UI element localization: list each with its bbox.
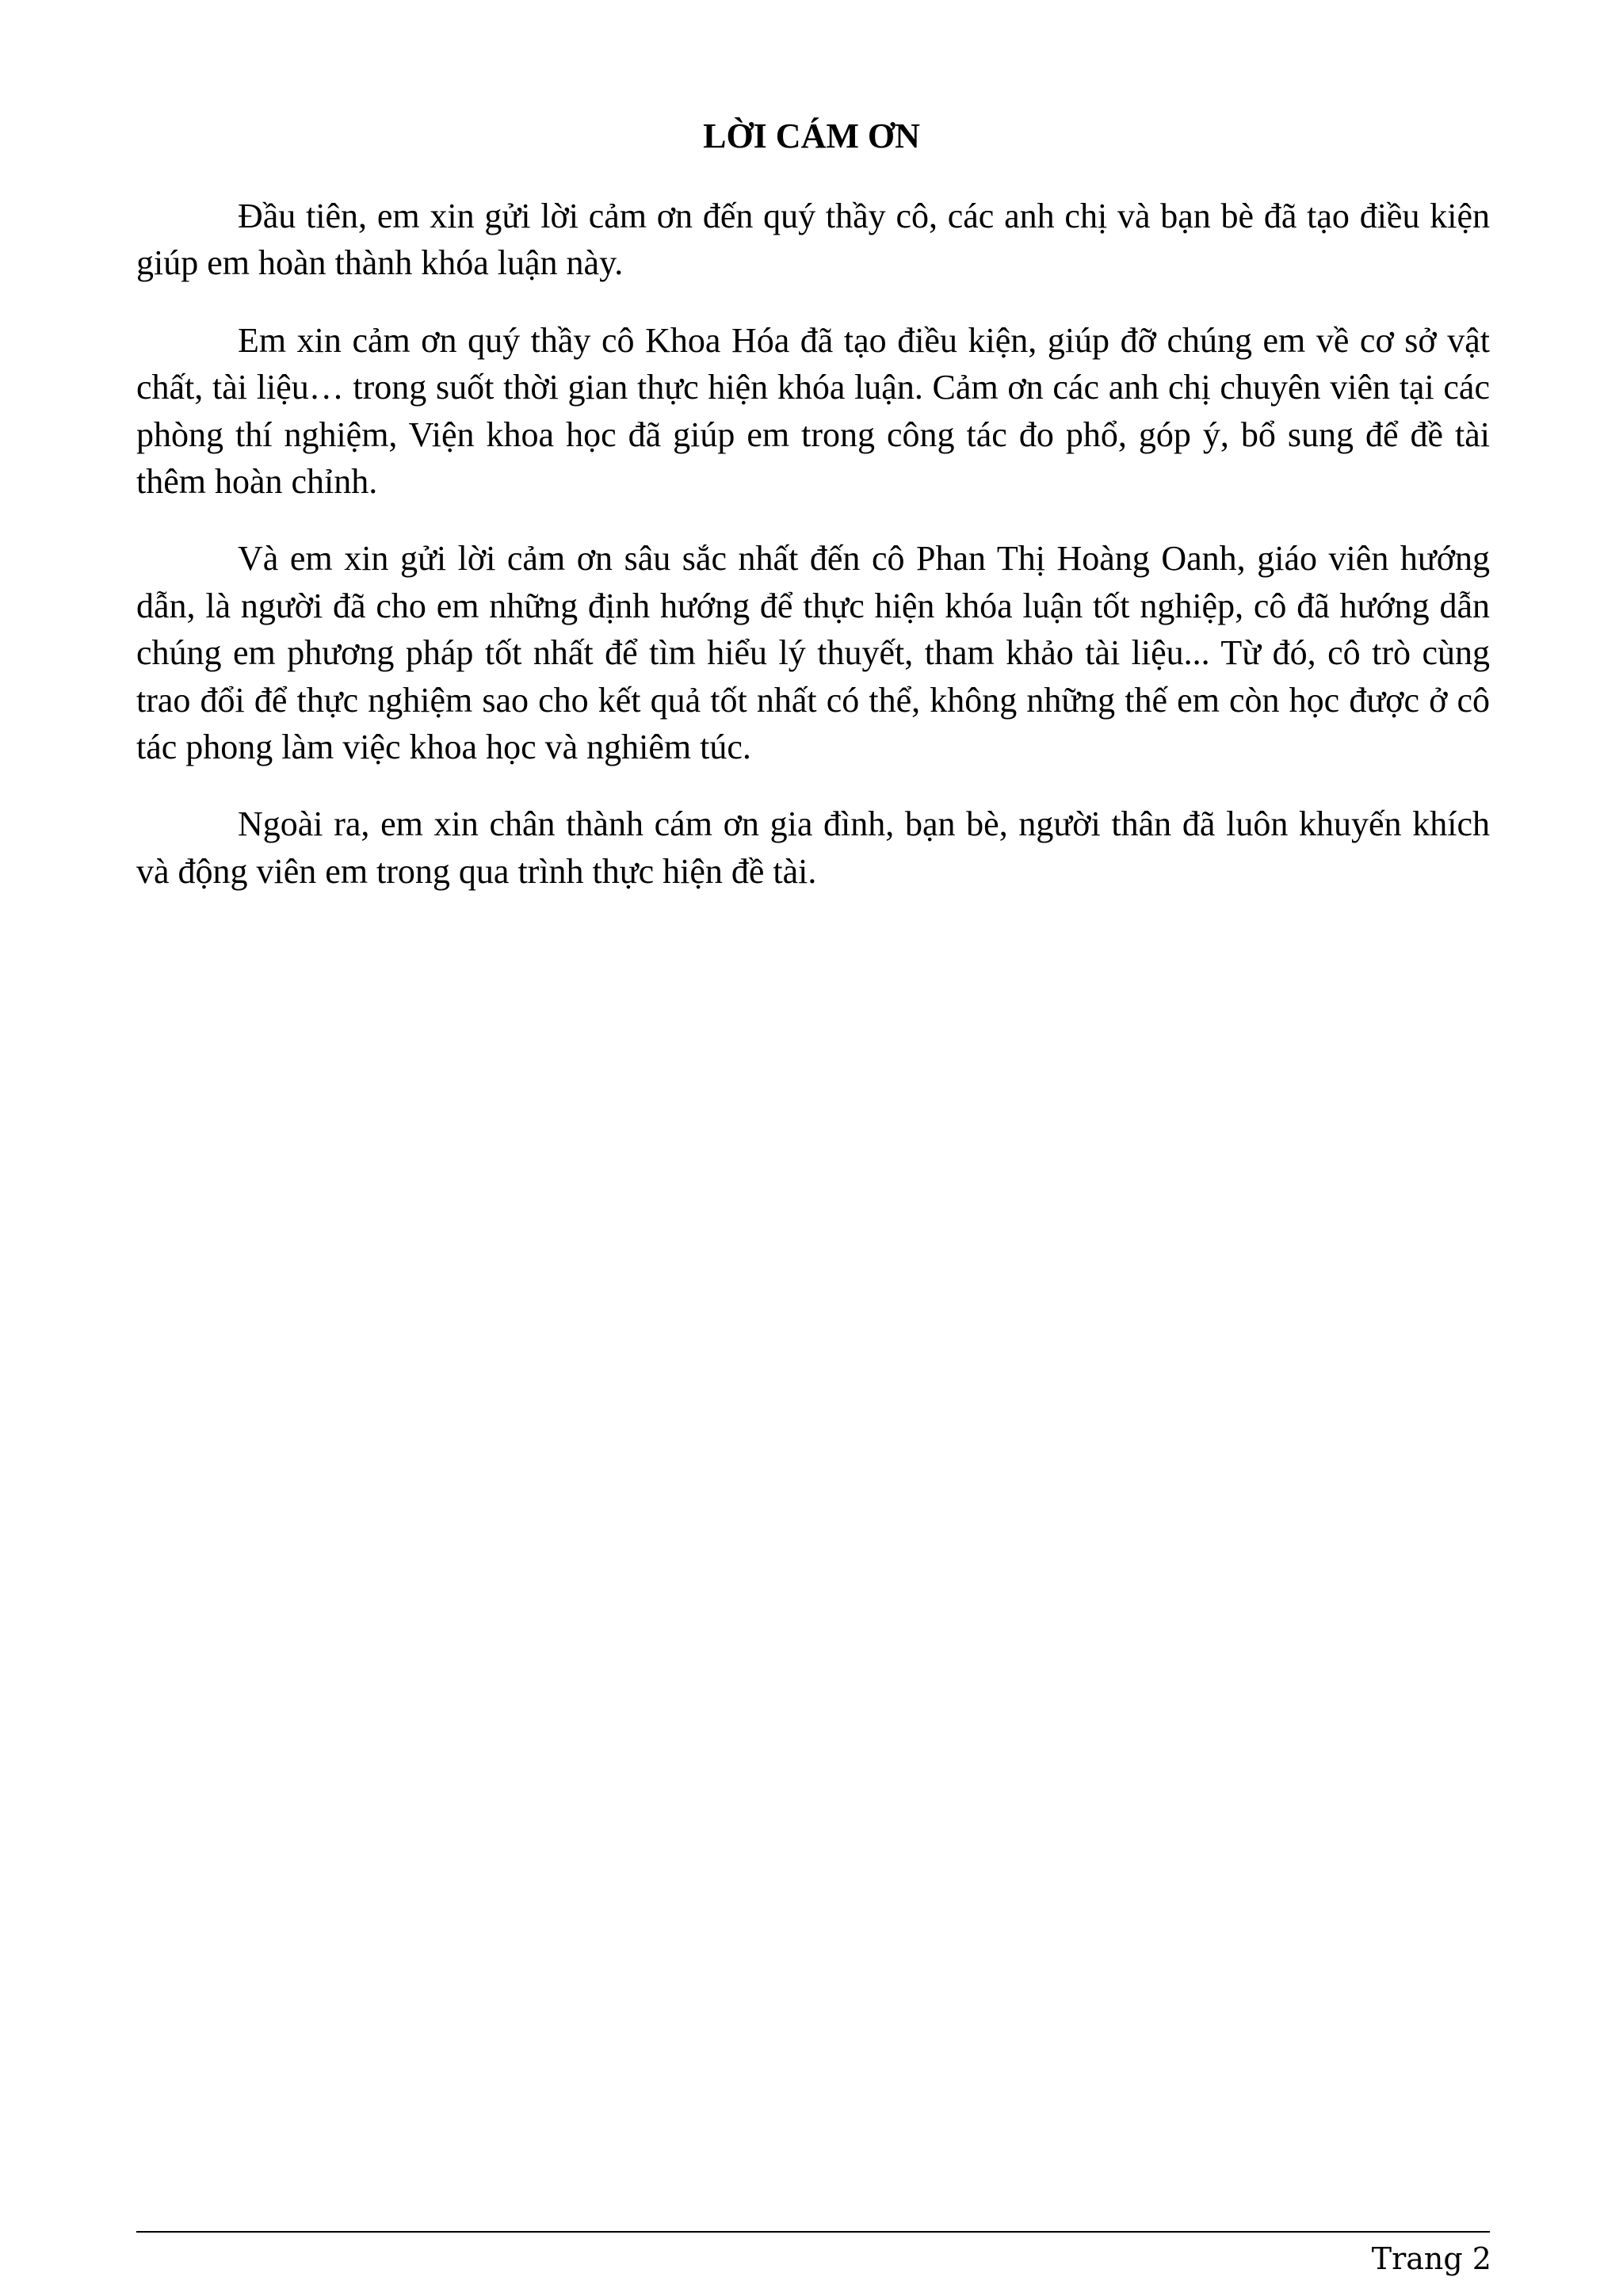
paragraph-4: Ngoài ra, em xin chân thành cám ơn gia đình, bạn bè, người thân đã luôn khuyến khích và động viên em trong qua trình thực hiện đề tài. [136,804,1490,891]
document-body [136,193,1490,925]
paragraph-3: Và em xin gửi lời cảm ơn sâu sắc nhất đến cô Phan Thị Hoàng Oanh, giáo viên hướng dẫn, là người đã cho em những định hướng để thực hiện khóa luận tốt nghiệp, cô đã hướng dẫn chúng em phương pháp tốt nhất để tìm hiểu lý thuyết, tham khảo tài liệu... Từ đó, cô trò cùng trao đổi để thực nghiệm sao cho kết quả tốt nhất có thể, không những thế em còn học được ở cô tác phong làm việc khoa học và nghiêm túc. [136,539,1490,767]
page-title: LỜI CÁM ƠN [703,117,920,155]
paragraph-1: Đầu tiên, em xin gửi lời cảm ơn đến quý thầy cô, các anh chị và bạn bè đã tạo điều kiện giúp em hoàn thành khóa luận này. [136,197,1490,283]
paragraph-2: Em xin cảm ơn quý thầy cô Khoa Hóa đã tạo điều kiện, giúp đỡ chúng em về cơ sở vật chất, tài liệu… trong suốt thời gian thực hiện khóa luận. Cảm ơn các anh chị chuyên viên tại các phòng thí nghiệm, Viện khoa học đã giúp em trong công tác đo phổ, góp ý, bổ sung để đề tài thêm hoàn chỉnh. [136,320,1490,502]
page-number: Trang 2 [1371,2241,1491,2276]
footer-divider [136,2231,1490,2233]
